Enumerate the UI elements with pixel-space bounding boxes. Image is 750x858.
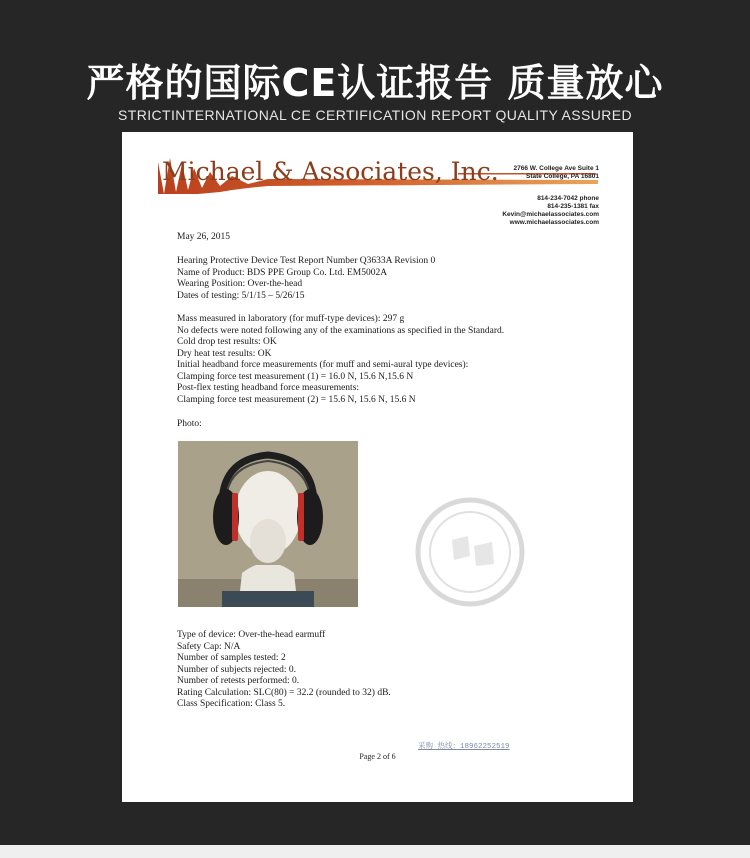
earmuff-product-photo <box>178 441 358 607</box>
contact-line: Kevin@michaelassociates.com <box>502 211 599 218</box>
report-date: May 26, 2015 <box>177 232 231 242</box>
page-number: Page 2 of 6 <box>359 752 396 761</box>
page-subheadline: STRICTINTERNATIONAL CE CERTIFICATION REPORT QUALITY ASSURED <box>118 107 632 123</box>
report-line: No defects were noted following any of the examinations as specified in the Standard. <box>177 325 505 336</box>
contact-line: www.michaelassociates.com <box>509 219 599 226</box>
address-line: State College, PA 16801 <box>526 173 599 180</box>
report-line: Clamping force test measurement (2) = 15.6 N, 15.6 N, 15.6 N <box>177 394 416 405</box>
contact-line: 814-235-1381 fax <box>547 203 599 210</box>
earmuff-on-mannequin-image <box>178 441 358 607</box>
report-line: Number of subjects rejected: 0. <box>177 664 296 675</box>
purchase-hotline: 采购 热线：18962252519 <box>418 743 510 751</box>
watermark-stamp <box>412 494 528 610</box>
company-contact <box>502 195 599 227</box>
company-name: Michael & Associates, Inc. <box>162 157 499 186</box>
report-line: Type of device: Over-the-head earmuff <box>177 630 326 640</box>
report-line: Hearing Protective Device Test Report Number Q3633A Revision 0 <box>177 256 436 266</box>
report-measurements <box>177 314 504 406</box>
report-line: Cold drop test results: OK <box>177 337 277 347</box>
report-line: Mass measured in laboratory (for muff-type devices): 297 g <box>177 314 405 324</box>
photo-label: Photo: <box>177 419 202 429</box>
report-line: Initial headband force measurements (for muff and semi-aural type devices): <box>177 360 469 370</box>
device-details <box>177 630 391 711</box>
report-line: Post-flex testing headband force measurements: <box>177 383 360 393</box>
company-address <box>514 165 600 181</box>
report-line: Rating Calculation: SLC(80) = 32.2 (rounded to 32) dB. <box>177 687 391 698</box>
bottom-band <box>0 845 750 858</box>
report-line: Safety Cap: N/A <box>177 641 241 652</box>
report-line: Dates of testing: 5/1/15 – 5/26/15 <box>177 290 305 301</box>
report-intro <box>177 256 435 302</box>
report-line: Dry heat test results: OK <box>177 348 272 359</box>
report-line: Class Specification: Class 5. <box>177 699 286 709</box>
page-headline: 严格的国际CE认证报告 质量放心 <box>86 61 664 105</box>
report-line: Wearing Position: Over-the-head <box>177 279 303 289</box>
report-line: Clamping force test measurement (1) = 16.0 N, 15.6 N,15.6 N <box>177 371 414 382</box>
report-document <box>122 132 633 802</box>
report-line: Number of samples tested: 2 <box>177 653 286 663</box>
report-line: Name of Product: BDS PPE Group Co. Ltd. EM5002A <box>177 267 388 278</box>
address-line: 2766 W. College Ave Suite 1 <box>513 165 599 172</box>
report-line: Number of retests performed: 0. <box>177 676 300 686</box>
contact-line: 814-234-7042 phone <box>537 195 599 202</box>
